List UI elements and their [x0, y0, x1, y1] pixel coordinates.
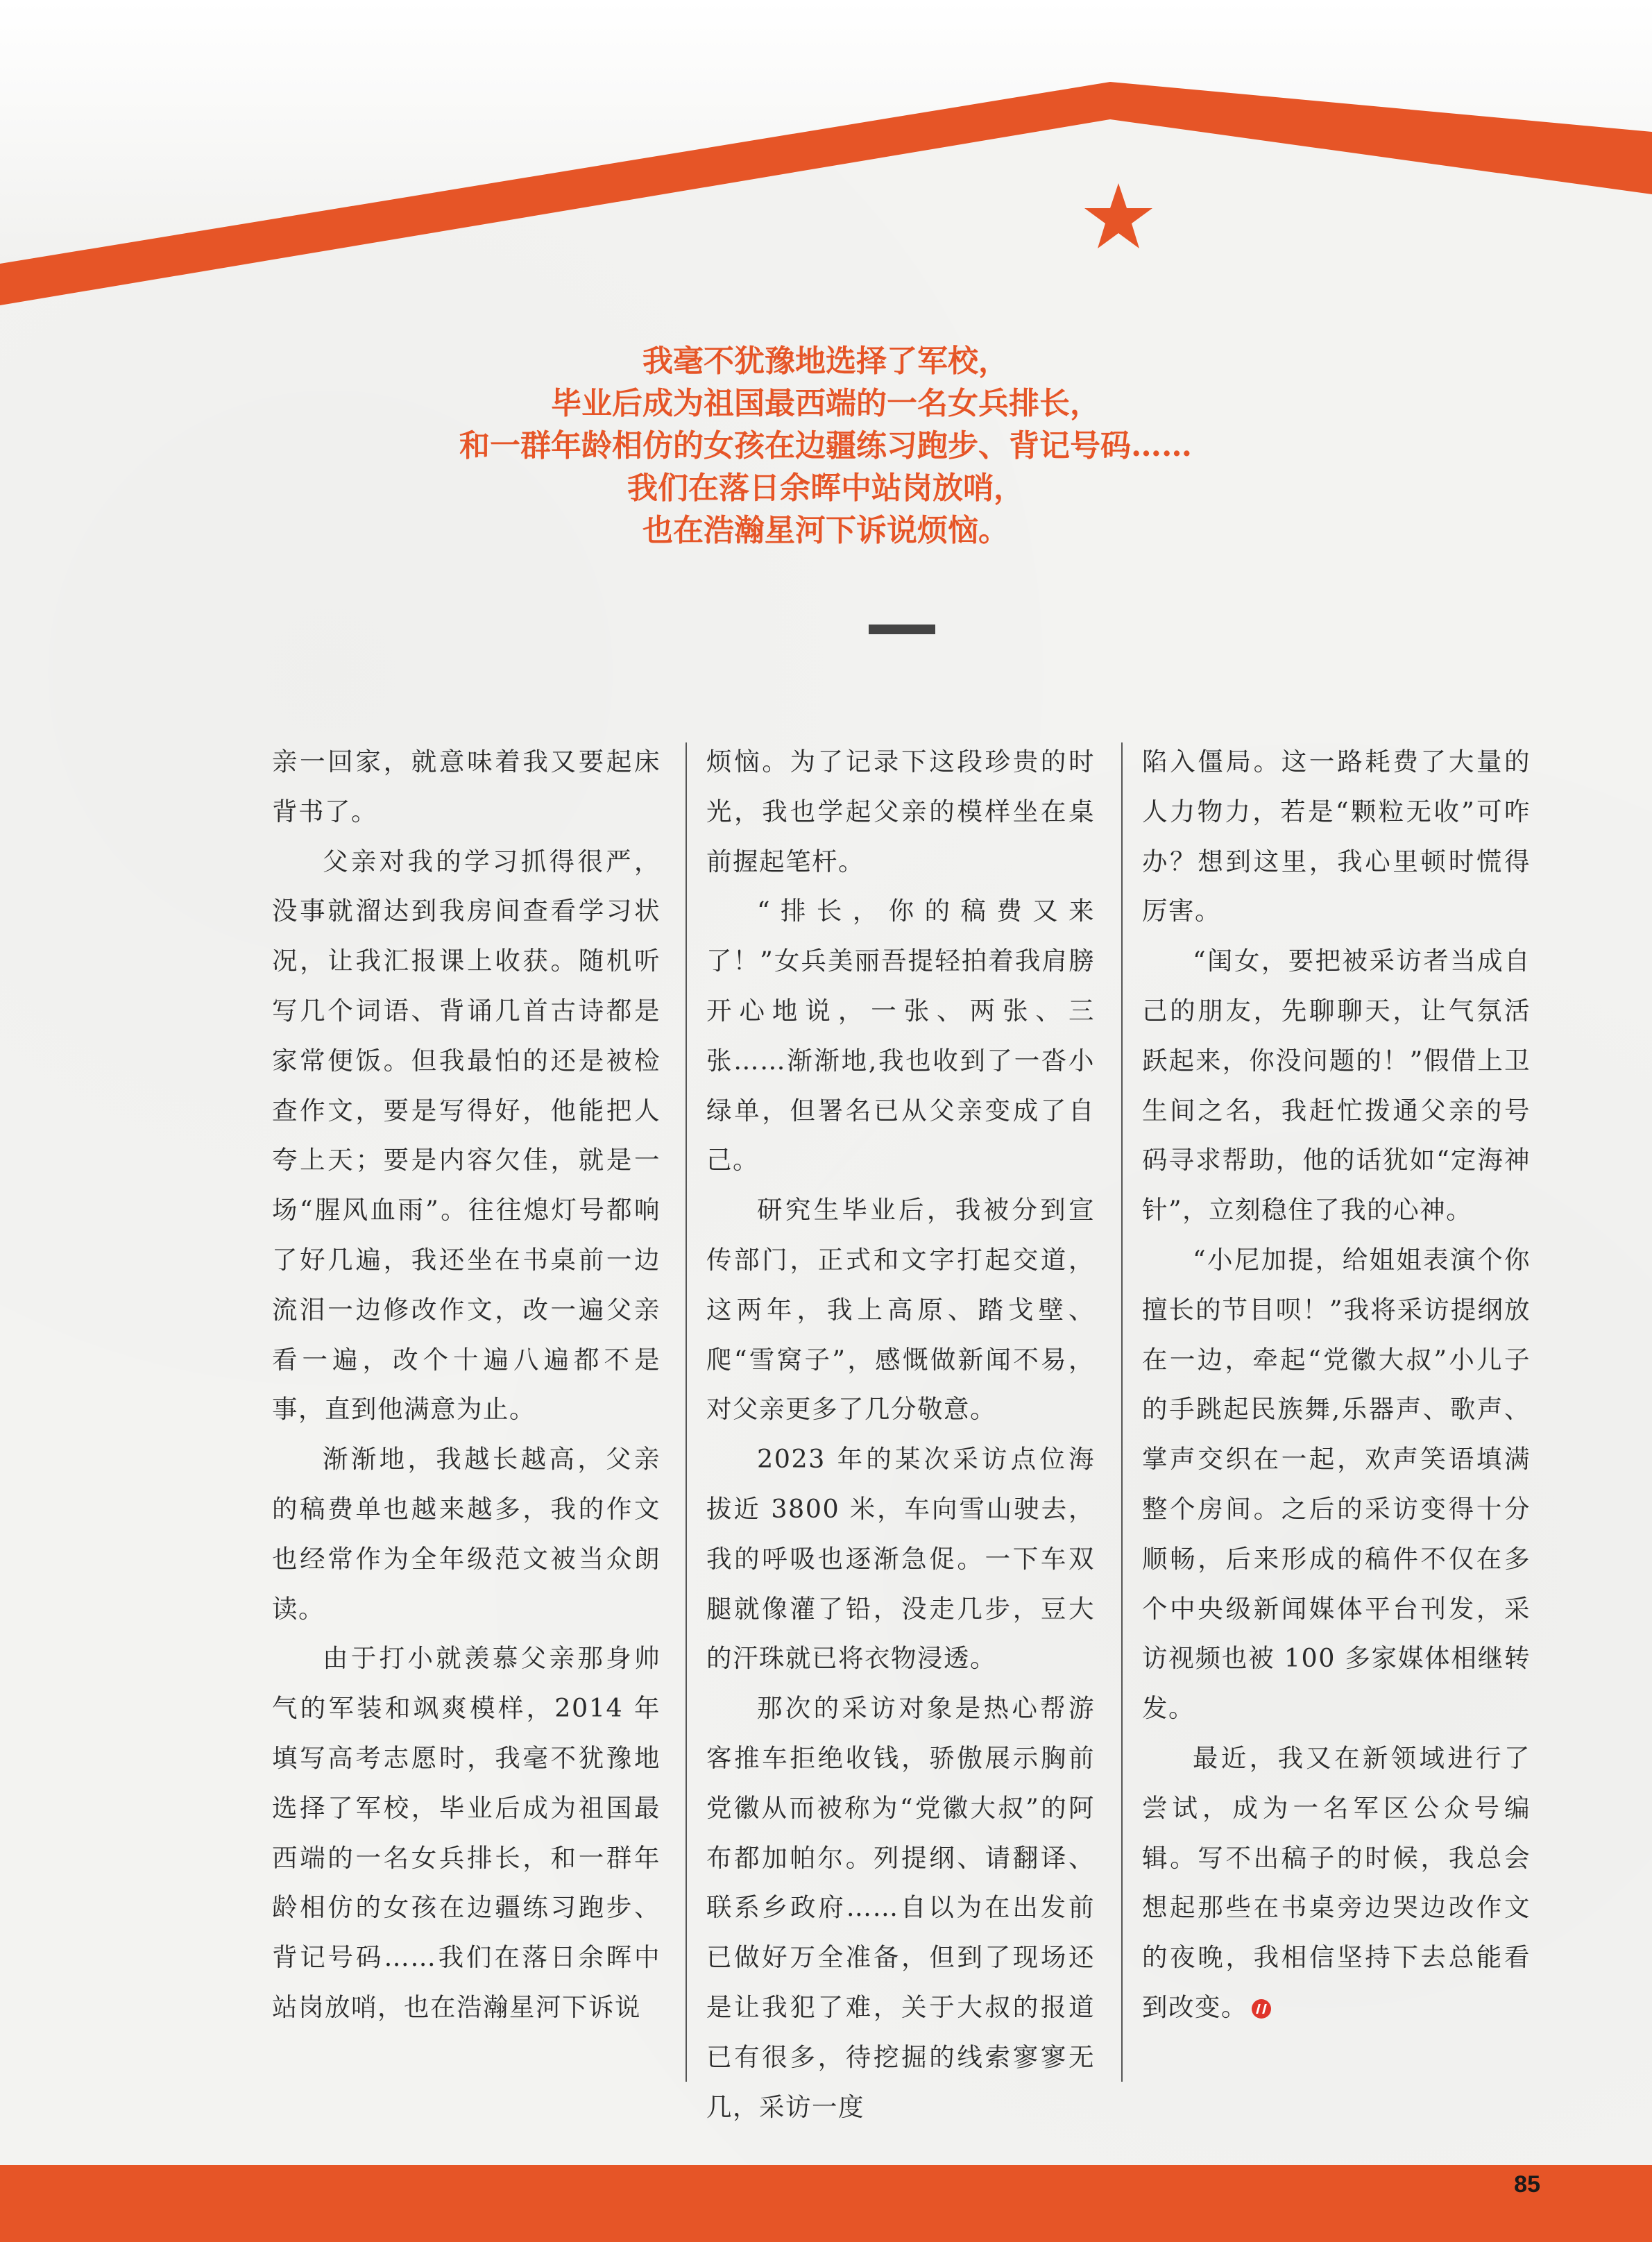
- column-divider: [1121, 742, 1123, 2082]
- pull-quote: [208, 340, 1443, 552]
- column-divider: [686, 742, 687, 2082]
- text-column-3: [1142, 737, 1531, 2032]
- paragraph: 烦恼。为了记录下这段珍贵的时光，我也学起父亲的模样坐在桌前握起笔杆。: [706, 747, 1095, 876]
- pull-quote-line: 和一群年龄相仿的女孩在边疆练习跑步、背记号码……: [459, 428, 1192, 464]
- paragraph: 研究生毕业后，我被分到宣传部门，正式和文字打起交道，这两年，我上高原、踏戈壁、爬“雪窝子”，感慨做新闻不易，对父亲更多了几分敬意。: [706, 1195, 1095, 1425]
- section-divider: [869, 625, 935, 634]
- paragraph-text: 最近，我又在新领域进行了尝试，成为一名军区公众号编辑。写不出稿子的时候，我总会想起那些在书桌旁边哭边改作文的夜晚，我相信坚持下去总能看到改变。: [1142, 1742, 1531, 2022]
- footer-band: [0, 2165, 1652, 2242]
- paragraph: 2023 年的某次采访点位海拔近 3800 米，车向雪山驶去，我的呼吸也逐渐急促。一下车双腿就像灌了铅，没走几步，豆大的汗珠就已将衣物浸透。: [706, 1444, 1095, 1674]
- paragraph: “排长，你的稿费又来了！”女兵美丽吾提轻拍着我肩膀开心地说，一张、两张、三张……渐渐地,我也收到了一沓小绿单，但署名已从父亲变成了自己。: [706, 896, 1095, 1175]
- pull-quote-line: 也在浩瀚星河下诉说烦恼。: [642, 513, 1009, 548]
- paragraph: [1142, 1733, 1531, 2032]
- paragraph: 渐渐地，我越长越高，父亲的稿费单也越来越多，我的作文也经常作为全年级范文被当众朗读。: [272, 1444, 661, 1624]
- pull-quote-line: 毕业后成为祖国最西端的一名女兵排长，: [551, 386, 1100, 421]
- paragraph: 亲一回家，就意味着我又要起床背书了。: [272, 747, 661, 826]
- pull-quote-line: 我毫不犹豫地选择了军校，: [642, 343, 1009, 379]
- paragraph: 由于打小就羡慕父亲那身帅气的军装和飒爽模样，2014 年填写高考志愿时，我毫不犹豫地选择了军校，毕业后成为祖国最西端的一名女兵排长，和一群年龄相仿的女孩在边疆练习跑步、背记号码……我们在落日余晖中站岗放哨，也在浩瀚星河下诉说: [272, 1643, 661, 2022]
- text-column-1: [272, 737, 661, 2032]
- paragraph: “闺女，要把被采访者当成自己的朋友，先聊聊天，让气氛活跃起来，你没问题的！”假借上卫生间之名，我赶忙拨通父亲的号码寻求帮助，他的话犹如“定海神针”，立刻稳住了我的心神。: [1142, 946, 1531, 1225]
- paragraph: 父亲对我的学习抓得很严，没事就溜达到我房间查看学习状况，让我汇报课上收获。随机听写几个词语、背诵几首古诗都是家常便饭。但我最怕的还是被检查作文，要是写得好，他能把人夸上天；要是内容欠佳，就是一场“腥风血雨”。往往熄灯号都响了好几遍，我还坐在书桌前一边流泪一边修改作文，改一遍父亲看一遍，改个十遍八遍都不是事，直到他满意为止。: [272, 846, 661, 1425]
- pull-quote-line: 我们在落日余晖中站岗放哨，: [627, 470, 1024, 506]
- magazine-end-icon: [1252, 1999, 1271, 2019]
- paragraph: 那次的采访对象是热心帮游客推车拒绝收钱，骄傲展示胸前党徽从而被称为“党徽大叔”的阿布都加帕尔。列提纲、请翻译、联系乡政府……自以为在出发前已做好万全准备，但到了现场还是让我犯了难，关于大叔的报道已有很多，待挖掘的线索寥寥无几，采访一度: [706, 1693, 1095, 2122]
- paragraph: 陷入僵局。这一路耗费了大量的人力物力，若是“颗粒无收”可咋办？想到这里，我心里顿时慌得厉害。: [1142, 747, 1531, 926]
- text-column-2: [706, 737, 1095, 2132]
- paragraph: “小尼加提，给姐姐表演个你擅长的节目呗！”我将采访提纲放在一边，牵起“党徽大叔”小儿子的手跳起民族舞,乐器声、歌声、掌声交织在一起，欢声笑语填满整个房间。之后的采访变得十分顺畅，后来形成的稿件不仅在多个中央级新闻媒体平台刊发，采访视频也被 100 多家媒体相继转发。: [1142, 1244, 1531, 1724]
- page-number: 85: [1514, 2171, 1540, 2198]
- header-chevron-band: [0, 0, 1652, 305]
- star-icon: [1084, 182, 1153, 251]
